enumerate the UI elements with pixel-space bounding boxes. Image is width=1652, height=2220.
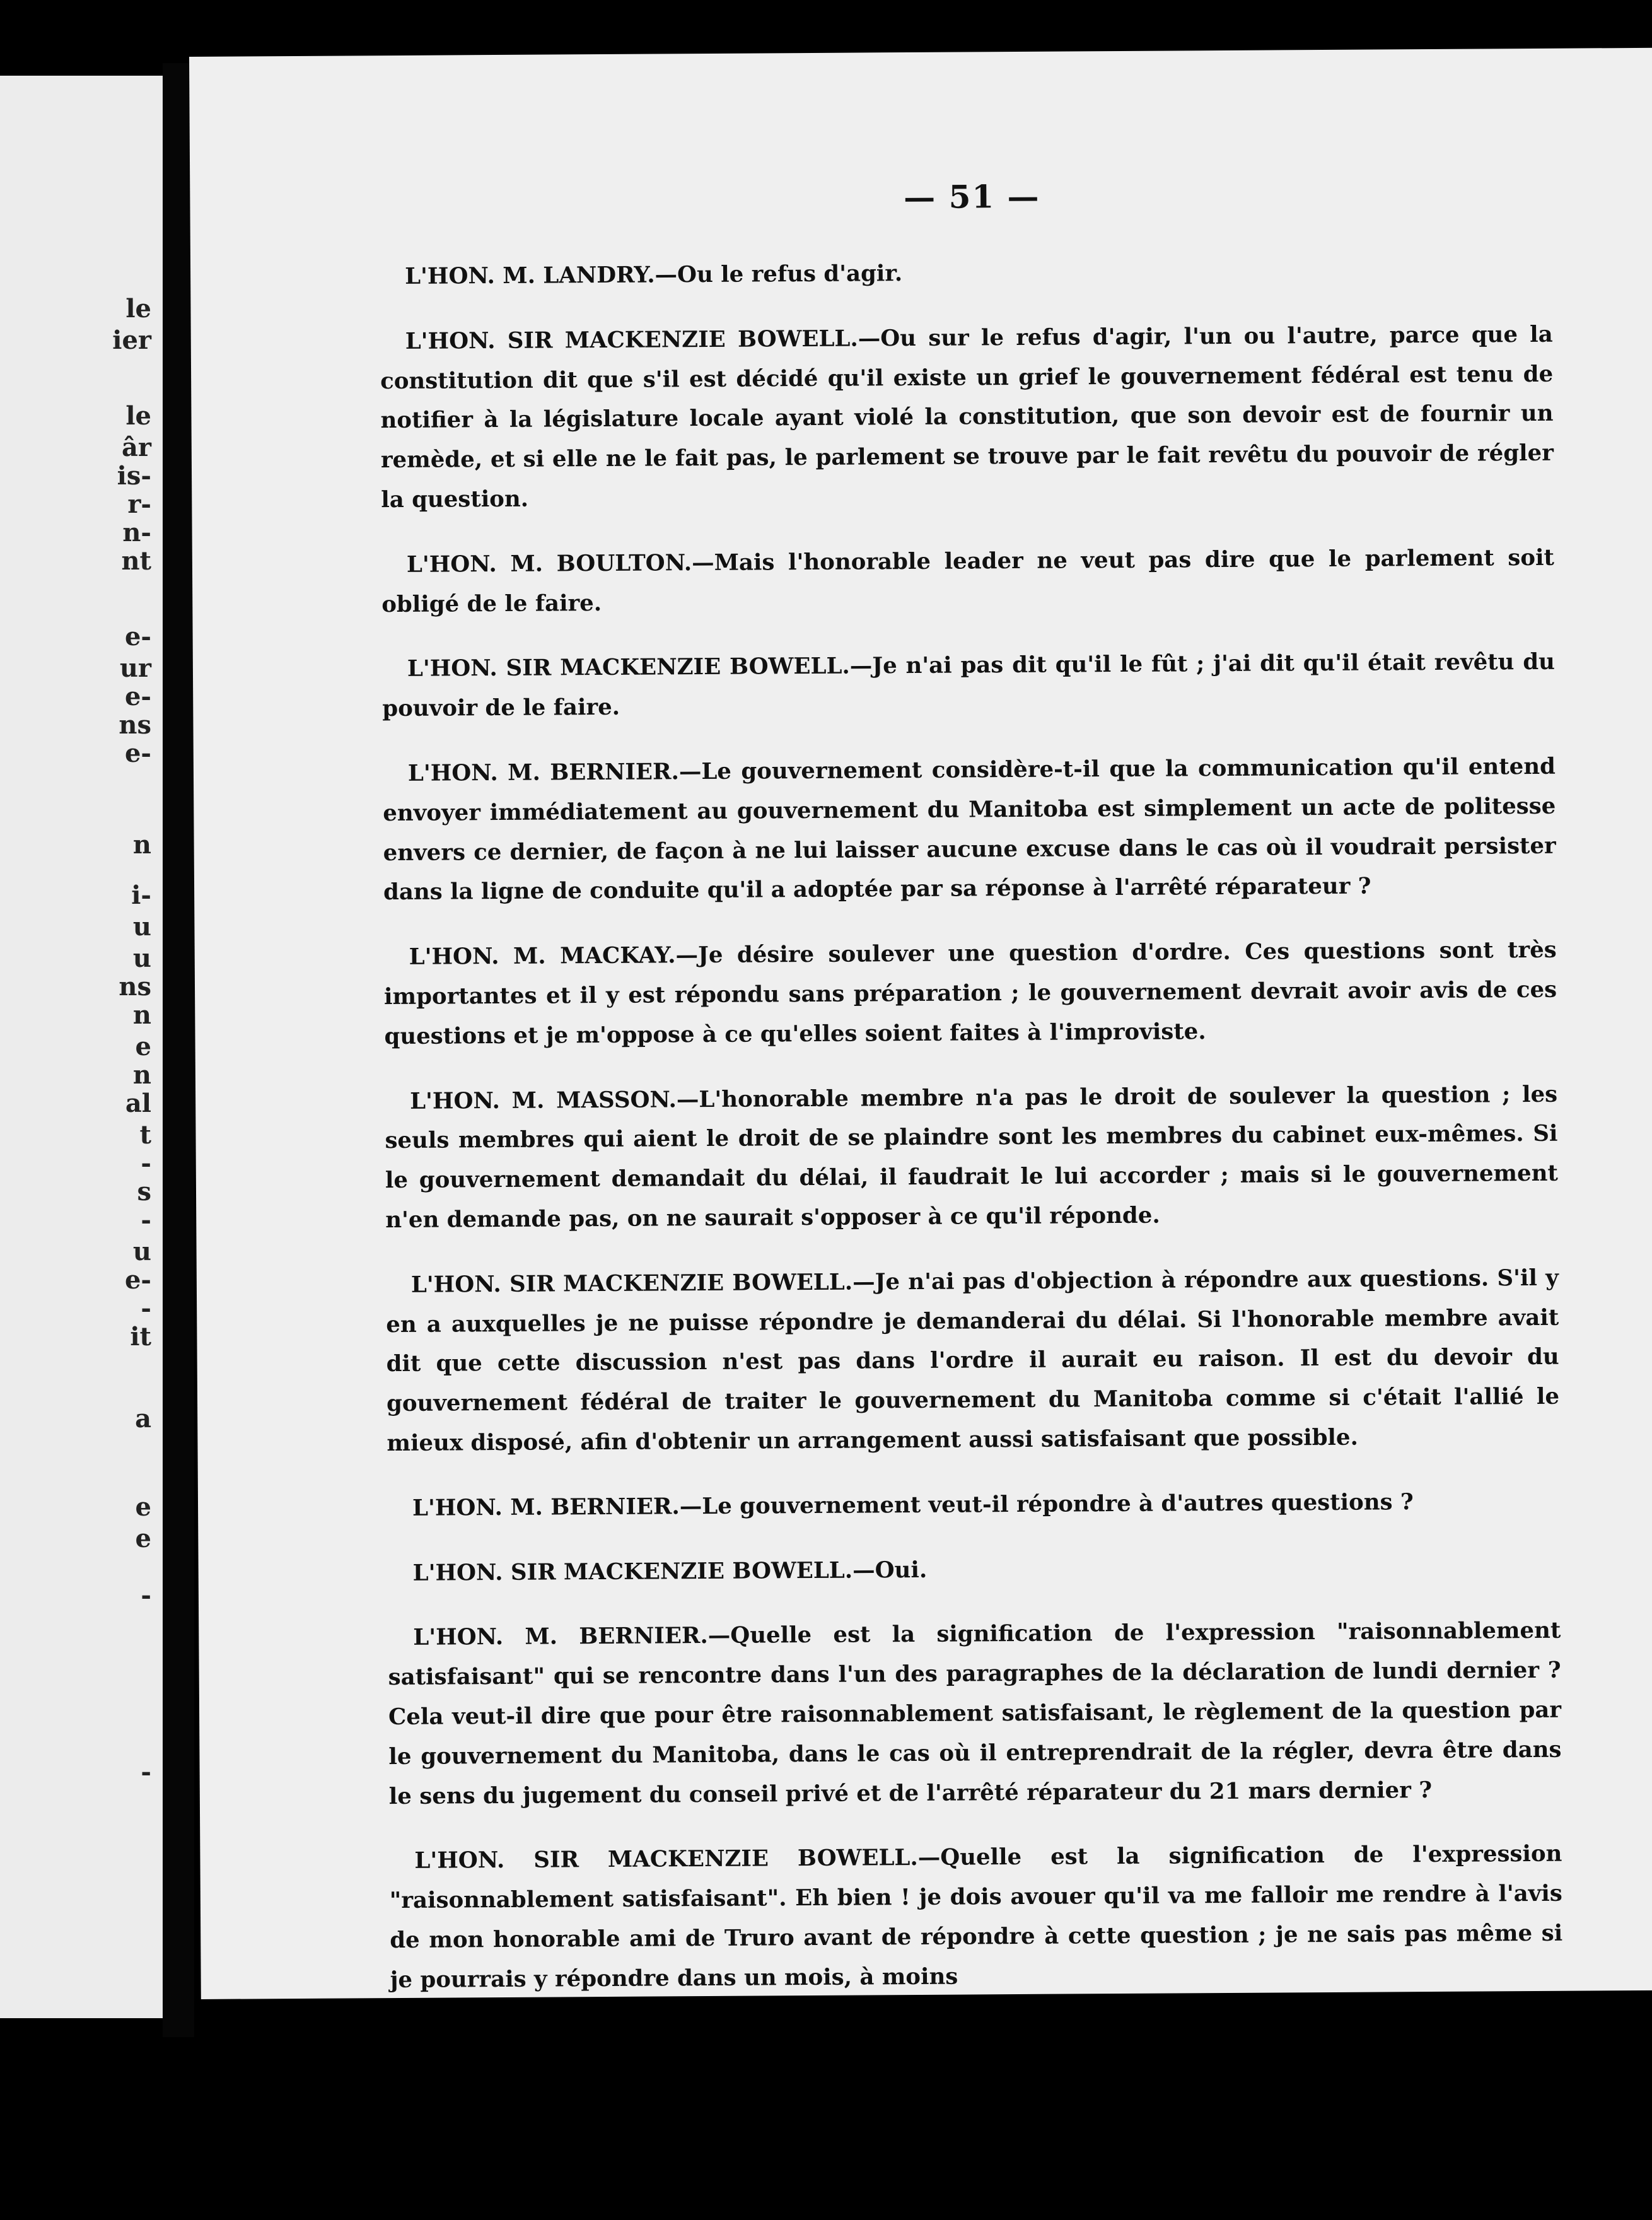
speaker-name: L'HON. SIR MACKENZIE BOWELL. [407, 653, 850, 682]
speaker-name: L'HON. M. BERNIER. [412, 1493, 680, 1521]
speaker-name: L'HON. SIR MACKENZIE BOWELL. [410, 1269, 853, 1298]
speaker-name: L'HON. M. BOULTON. [406, 549, 692, 578]
speaker-name: L'HON. M. LANDRY. [405, 262, 655, 289]
paragraph [388, 1546, 1561, 1593]
paragraph [380, 315, 1554, 520]
book-gutter [163, 63, 194, 2037]
left-page-text-fragment: le [125, 294, 151, 324]
left-page-text-fragment: ur [119, 653, 151, 683]
left-page-text-fragment: - [141, 1757, 151, 1787]
left-page-text-fragment: n [132, 830, 151, 860]
paragraph-text: —Ou le refus d'agir. [654, 260, 903, 288]
paragraph-text: —Je désire soulever une question d'ordre. Ces questions sont très importantes et il y est répondu sans préparation ; le gouvernement devrait avoir avis de ces questions et je m'oppose à ce qu'elles soient faites à l'improviste. [383, 937, 1557, 1049]
left-page-text-fragment: u [132, 1237, 151, 1266]
page-body [380, 250, 1563, 2026]
left-page-text-fragment: e- [124, 622, 151, 651]
left-page-text-fragment: e- [124, 1265, 151, 1295]
left-page-text-fragment: le [125, 401, 151, 431]
paragraph-text: —L'honorable membre n'a pas le droit de soulever la question ; les seuls membres qui aient le droit de se plaindre sont les membres du cabinet eux-mêmes. Si le gouvernement demandait du délai, il faudrait le lui accorder ; mais si le gouvernement n'en demande pas, on ne saurait s'opposer à ce qu'il réponde. [385, 1081, 1558, 1234]
paragraph-text: —Mais l'honorable leader ne veut pas dire que le parlement soit obligé de le faire. [381, 544, 1555, 617]
left-page-text-fragment: n [132, 1060, 151, 1090]
speaker-name: L'HON. M. MASSON. [409, 1086, 677, 1114]
left-page-text-fragment: is- [117, 461, 151, 491]
left-page-text-fragment: u [132, 944, 151, 973]
paragraph [381, 539, 1555, 625]
left-page-text-fragment: ier [112, 325, 151, 355]
left-page-text-fragment: t [139, 1120, 151, 1150]
paragraph-text: —Le gouvernement veut-il répondre à d'autres questions ? [679, 1488, 1414, 1520]
left-page-text-fragment: e- [124, 739, 151, 768]
paragraph-text: —Quelle est la signification de l'expression "raisonnablement satisfaisant" qui se rencontre dans l'un des paragraphes de la déclaration de lundi dernier ? Cela veut-il dire que pour être raisonnablement satisfaisant, le règlement de la question par le gouvernement du Manitoba, dans le cas où il entreprendrait de la régler, devra être dans le sens du jugement du conseil privé et de l'arrêté réparateur du 21 mars dernier ? [388, 1618, 1562, 1809]
left-page-text-fragment: âr [122, 433, 151, 462]
paragraph [386, 1259, 1560, 1464]
left-page-text-fragment: - [141, 1205, 151, 1235]
left-page-text-fragment: - [141, 1294, 151, 1323]
paragraph-text: —Je n'ai pas dit qu'il le fût ; j'ai dit qu'il était revêtu du pouvoir de le faire. [382, 649, 1556, 722]
paragraph-text: —Ou sur le refus d'agir, l'un ou l'autre, parce que la constitution dit que s'il est décidé qu'il existe un grief le gouvernement fédéral est tenu de notifier à la législature locale ayant violé la constitution, que son devoir est de fournir un remède, et si elle ne le fait pas, le parlement se trouve par le fait revêtu du pouvoir de régler la question. [380, 321, 1554, 513]
paragraph [387, 1481, 1560, 1528]
left-page-text-fragment: ns [119, 972, 151, 1002]
speaker-name: L'HON. SIR MACKENZIE BOWELL. [405, 325, 858, 354]
left-page-text-fragment: it [130, 1322, 151, 1352]
left-facing-page [0, 76, 164, 2018]
left-page-text-fragment: ns [119, 710, 151, 740]
left-page-text-fragment: a [135, 1404, 151, 1434]
paragraph [382, 643, 1556, 729]
paragraph [383, 747, 1556, 913]
left-page-text-fragment: e- [124, 682, 151, 711]
left-page-text-fragment: e [135, 1492, 151, 1522]
left-page-text-fragment: s [137, 1177, 151, 1206]
left-page-text-fragment: - [141, 1148, 151, 1178]
paragraph [384, 931, 1557, 1057]
paragraph [388, 1611, 1562, 1816]
left-page-text-fragment: nt [121, 546, 151, 576]
page-number: — 51 — [903, 177, 1040, 216]
left-page-text-fragment: e [135, 1032, 151, 1061]
paragraph [385, 1075, 1558, 1241]
left-page-text-fragment: i- [131, 880, 151, 910]
document-page [189, 48, 1652, 1999]
left-page-text-fragment: r- [127, 489, 151, 519]
paragraph [389, 1835, 1562, 2001]
left-page-text-fragment: al [125, 1089, 151, 1118]
left-page-text-fragment: n- [122, 518, 151, 547]
left-page-text-fragment: u [132, 912, 151, 942]
paragraph-text: —Quelle est la signification de l'expression "raisonnablement satisfaisant". Eh bien ! je dois avouer qu'il va me falloir me rendre à l'avis de mon honorable ami de Truro avant de répondre à cette question ; je ne sais pas même si je pourrais y répondre dans un mois, à moins [389, 1841, 1563, 1993]
left-page-text-fragment: - [141, 1580, 151, 1610]
left-page-text-fragment: n [132, 1000, 151, 1030]
paragraph [380, 250, 1552, 297]
left-page-text-fragment: e [135, 1524, 151, 1553]
paragraph-text: —Je n'ai pas d'objection à répondre aux questions. S'il y en a auxquelles je ne puisse répondre je demanderai du délai. Si l'honorable membre avait dit que cette discussion n'est pas dans l'ordre il aurait eu raison. Il est du devoir du gouvernement fédéral de traiter le gouvernement du Manitoba comme si c'était l'allié le mieux disposé, afin d'obtenir un arrangement aussi satisfaisant que possible. [386, 1265, 1560, 1457]
speaker-name: L'HON. M. MACKAY. [409, 942, 676, 971]
paragraph-text: —Le gouvernement considère-t-il que la communication qu'il entend envoyer immédiatement au gouvernement du Manitoba est simplement un acte de politesse envers ce dernier, de façon à ne lui laisser aucune excuse dans le cas où il voudrait persister dans la ligne de conduite qu'il a adoptée par sa réponse à l'arrêté réparateur ? [383, 753, 1556, 906]
paragraph-text: —Oui. [852, 1557, 928, 1584]
speaker-name: L'HON. SIR MACKENZIE BOWELL. [414, 1845, 918, 1874]
speaker-name: L'HON. M. BERNIER. [413, 1623, 708, 1651]
speaker-name: L'HON. M. BERNIER. [407, 759, 680, 786]
speaker-name: L'HON. SIR MACKENZIE BOWELL. [412, 1557, 853, 1586]
